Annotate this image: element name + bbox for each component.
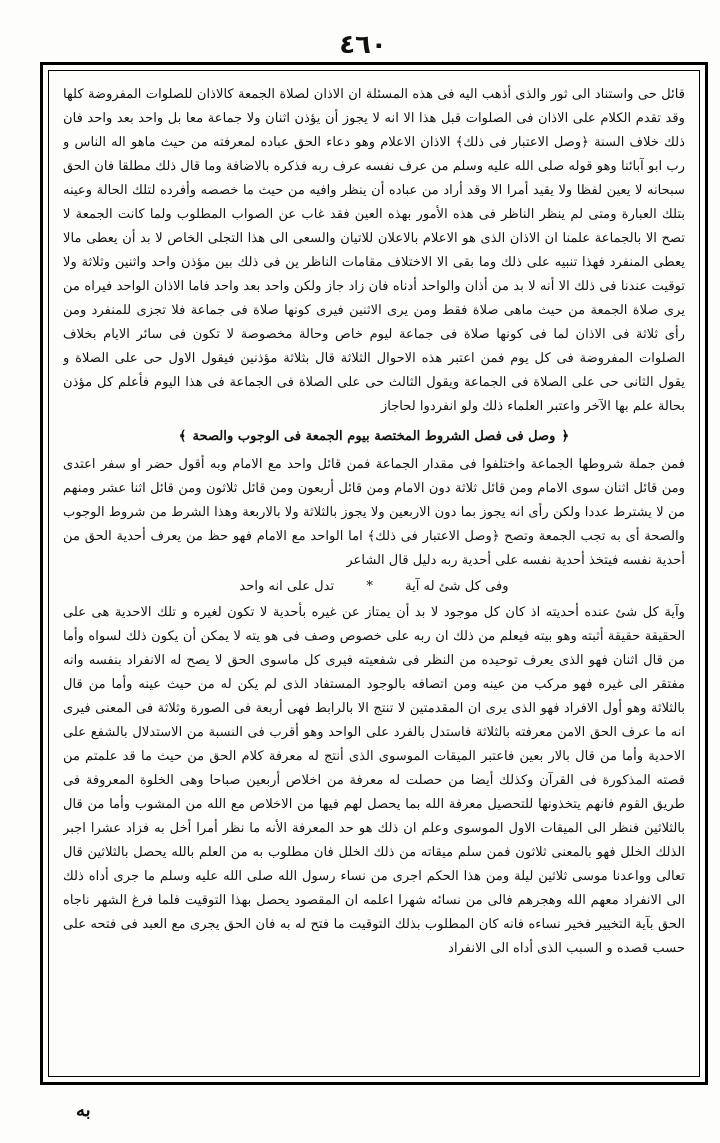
paragraph-text: الاذان الاعلام وهو دعاء الحق عباده لمعرفته من حيث ماهو اله الناس و رب ابو آبائنا وهو قوله صلى الله عليه وسلم من عرف نفسه عرف ربه فذكره بالاضافة وما قال ذلك مطلقا فان الحق سبحانه لا يعين لفظا ولا يقيد أمرا الا وقد أراد من عباده أن ينظر وافيه من حيث ما خصصه وأفرده لتلك الحالة وعينه بتلك العبارة ومتى لم ينظر الناظر فى هذه الأمور بهذه العين فقد غاب عن الصواب المطلوب ولما كانت الجمعة لا تصح الا بالجماعة علمنا ان الاذان الذى هو الاعلام بالاعلان للاتيان والسعى الى هذا التجلى الخاص لا بد أن يعطى مالا يعطى المنفرد فهذا تنبيه على ذلك وما بقى الا الاختلاف مقامات الناظر ين فى ذلك بين مؤذن واحد واثنين وثلاثة ولا توقيت عندنا فى ذلك الا أنه لا بد من أذان والواحد أدناه فان زاد جاز ولكن واحد بعد واحد فاما الاذان الواحد فيراه من يرى صلاة الجمعة من حيث ماهى صلاة فقط ومن يرى الاثنين فيرى كونها صلاة فى جماعة فلا تجزى للمنفرد ومن رأى ثلاثة فى الاذان لما فى كونها صلاة فى جماعة ليوم خاص وحالة مخصوصة لا تكون فى سائر الايام بخلاف الصلوات المفروضة فى كل يوم فمن اعتبر هذه الاحوال الثلاثة قال بثلاثة مؤذنين فيقول الاول حى على الصلاة و يقول الثانى حى على الصلاة فى الجماعة ويقول الثالث حى على الصلاة فى الجماعة فى هذا اليوم فأعلم كل مؤذن بحالة علم بها الآخر واعتبر العلماء ذلك ولو انفردوا لحاجاز — [63, 135, 685, 414]
heading-ornament: ﴾ — [178, 429, 187, 444]
page-number: ٤٦٠ — [339, 30, 387, 60]
section-heading — [63, 425, 685, 449]
poetry-verse — [63, 575, 685, 599]
paragraph-text: فمن جملة شروطها الجماعة واختلفوا فى مقدار الجماعة فمن قائل واحد مع الامام وبه أقول حضر او سفر اعتدى ومن قائل اثنان سوى الامام ومن قائل ثلاثة دون الامام ومن قائل أربعون ومن قائل ثلاثون ومن قائل اثنا عشر ومنهم من لا يشترط عددا ولكن رأى انه يجوز بما دون الاربعين ولا يجوز بالثلاثة ولا بالاربعة وهذا الشرط من شروط الوجوب والصحة أى به تجب الجمعة وتصح — [63, 457, 685, 544]
verse-hemistich-second: تدل على انه واحد — [239, 579, 335, 594]
paragraph — [63, 83, 685, 419]
section-marker: ﴿وصل الاعتبار فى ذلك﴾ — [455, 135, 589, 150]
verse-hemistich-first: وفى كل شئ له آية — [405, 579, 509, 594]
paragraph-text: وآية كل شئ عنده أحديته اذ كان كل موجود لا بد أن يمتاز عن غيره بأحدية لا تكون لغيره و تلك الاحدية هى على الحقيقة حقيقة أثبته وهو بيته فيعلم من ذلك ان ربه على خصوص وصف فى هو يته لا يمكن أن يكون ذلك لسواه وأما من قال اثنان فهو الذى يعرف توحيده من النظر فى شفعيته فيرى كل ماسوى الحق لا يصح له الانفراد بنفسه وانه مفتقر الى غيره فهو مركب من عينه ومن اتصافه بالوجود المستفاد الذى لم يكن له من حيث عينه وأما من قال بالثلاثة وهو أول الافراد فهو الذى يرى ان المقدمتين لا تنتج الا بالرابط فهى أربعة فى الصورة وثلاثة فى المعنى فيرى انه ما عرف الحق الامن معرفته بالثلاثة فاستدل بالفرد على الواحد وهو أقرب فى النسبة من الاستدلال بالشفع على الاحدية وأما من قال بالار بعين فاعتبر الميقات الموسوى الذى أنتج له معرفة كلام الحق من حيث ما قد علمتم من قصته المذكورة فى القرآن وكذلك أيضا من حصلت له معرفة من اخلاص أربعين صباحا وهى الخلوة المعروفة فى طريق القوم فانهم يتخذونها للتحصيل معرفة الله بما يحصل لهم فيها من الاخلاص مع الله من المشوب وأما من قال بالثلاثين فنظر الى الميقات الاول الموسوى وعلم ان ذلك هو حد المعرفة الأنه ما نظر أمرا أخل به فزاد عشرا اجبر الذلك الخلل فهو بالمعنى ثلاثون فمن سلم ميقاته من ذلك الخلل فان مطلوب به من العلم بالله يحصل بالثلاثين قال تعالى وواعدنا موسى ثلاثين ليلة ومن هذا الحكم اجرى من نساء رسول الله صلى الله عليه وسلم ما جرى أداه ذلك الى الانفراد معهم الله وهجرهم فالى من نسائه شهرا اعلمه ان المقصود يحصل بهذا التوقيت فلما فرغ الشهر ناجاه الحق بآية التخيير فخير نساءه فانه كان المطلوب بذلك التوقيت ما فتح له به فان الحق يجرى مع العبد فى فتحه على حسب قصده و السبب الذى أداه الى الانفراد — [63, 605, 685, 956]
paragraph-text: قائل حى واستناد الى ثور والذى أذهب اليه فى هذه المسئلة ان الاذان لصلاة الجمعة كالاذان للصلوات المفروضة كلها وقد تقدم الكلام على الاذان فى الصلوات قبل هذا الا انه لا يجوز أن يؤذن اثنان ولا جماعة معا بل واحد بعد واحد فان ذلك خلاف السنة — [63, 87, 685, 150]
heading-text: وصل فى فصل الشروط المختصة بيوم الجمعة فى الوجوب والصحة — [192, 429, 556, 444]
paragraph — [63, 601, 685, 961]
section-marker: ﴿وصل الاعتبار فى ذلك﴾ — [367, 529, 500, 544]
heading-ornament: ﴿ — [561, 429, 570, 444]
verse-separator: * — [366, 579, 373, 594]
text-body — [63, 83, 685, 1066]
paragraph — [63, 453, 685, 573]
page-frame — [40, 62, 708, 1085]
paragraph-text: اما الواحد مع الامام فهو حظ من يعرف أحدية الحق من أحدية نفسه فيتخذ أحدية نفسه على أحدية ربه دليل قال الشاعر — [63, 529, 685, 568]
page-frame-inner — [48, 70, 700, 1077]
catchword: به — [76, 1100, 91, 1121]
